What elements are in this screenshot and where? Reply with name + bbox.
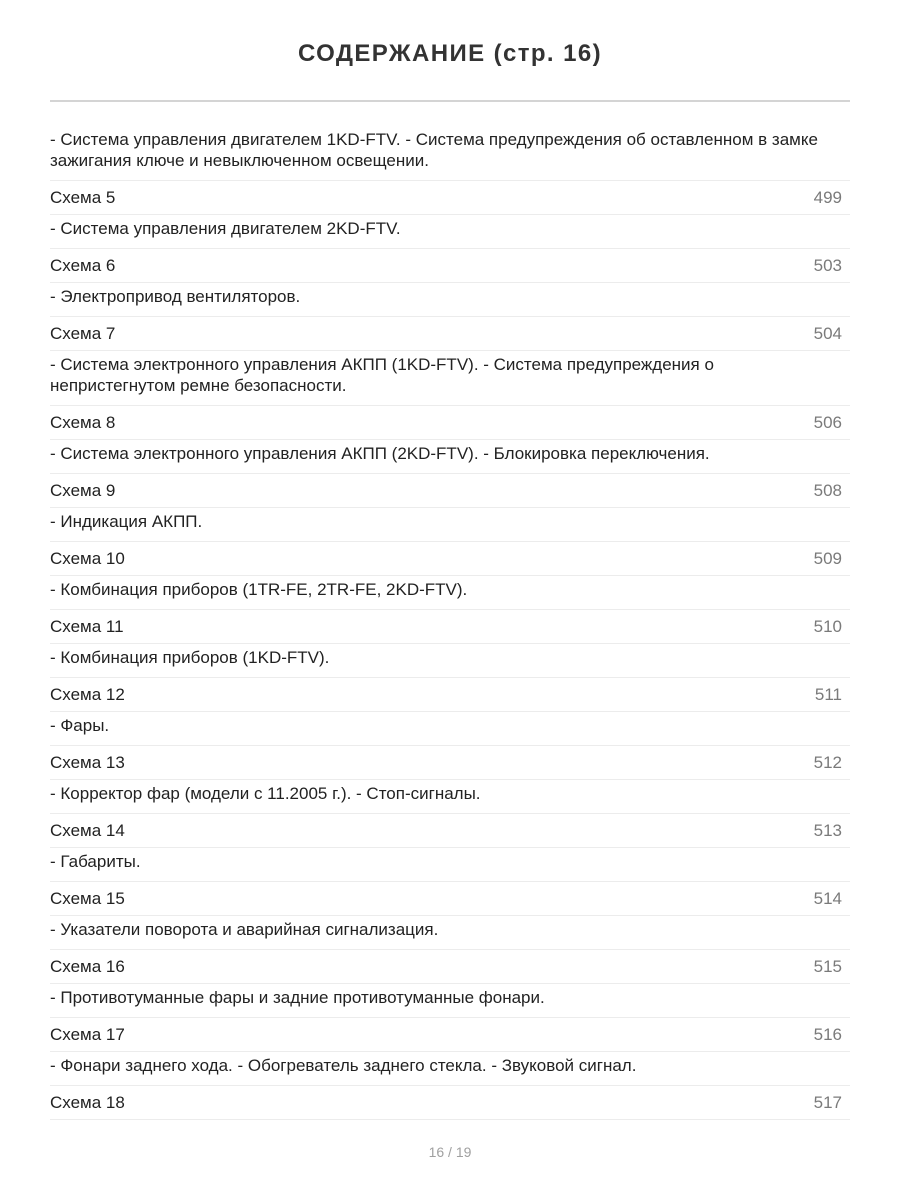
schema-label: Схема 13 — [50, 753, 125, 772]
description-text: - Индикация АКПП. — [50, 512, 203, 531]
description-text: - Комбинация приборов (1KD-FTV). — [50, 648, 330, 667]
toc-schema-row — [50, 249, 850, 283]
toc-description-row — [50, 126, 850, 181]
page-number: 504 — [813, 324, 842, 343]
schema-label: Схема 6 — [50, 256, 116, 275]
toc-schema-row — [50, 406, 850, 440]
document-page — [50, 0, 850, 1200]
schema-label: Схема 17 — [50, 1025, 125, 1044]
page-number: 508 — [813, 481, 842, 500]
schema-label: Схема 11 — [50, 617, 124, 636]
toc-schema-row — [50, 746, 850, 780]
description-text: - Фонари заднего хода. - Обогреватель заднего стекла. - Звуковой сигнал. — [50, 1056, 637, 1075]
description-text: - Система управления двигателем 1KD-FTV. - Система предупреждения об оставленном в замке зажигания ключе и невыключенном освещении. — [50, 130, 818, 170]
toc-schema-row — [50, 1086, 850, 1120]
schema-label: Схема 18 — [50, 1093, 125, 1112]
toc-schema-row — [50, 1018, 850, 1052]
description-text: - Корректор фар (модели с 11.2005 г.). - Стоп-сигналы. — [50, 784, 481, 803]
toc-schema-row — [50, 181, 850, 215]
description-text: - Комбинация приборов (1TR-FE, 2TR-FE, 2KD-FTV). — [50, 580, 468, 599]
toc-schema-row — [50, 317, 850, 351]
toc-schema-row — [50, 950, 850, 984]
description-text: - Электропривод вентиляторов. — [50, 287, 301, 306]
title-divider — [50, 100, 850, 102]
toc-schema-row — [50, 814, 850, 848]
schema-label: Схема 14 — [50, 821, 125, 840]
schema-label: Схема 15 — [50, 889, 125, 908]
toc-description-row — [50, 916, 850, 950]
page-number: 503 — [813, 256, 842, 275]
schema-label: Схема 7 — [50, 324, 116, 343]
page-number: 506 — [813, 413, 842, 432]
toc-description-row — [50, 576, 850, 610]
page-number: 511 — [814, 685, 842, 704]
toc-schema-row — [50, 474, 850, 508]
page-number: 516 — [813, 1025, 842, 1044]
description-text: - Указатели поворота и аварийная сигнализация. — [50, 920, 439, 939]
description-text: - Фары. — [50, 716, 110, 735]
toc-schema-row — [50, 610, 850, 644]
toc-description-row — [50, 215, 850, 249]
page-number: 499 — [813, 188, 842, 207]
table-of-contents — [50, 126, 850, 1120]
toc-description-row — [50, 780, 850, 814]
page-number: 512 — [813, 753, 842, 772]
description-text: - Система электронного управления АКПП (2KD-FTV). - Блокировка переключения. — [50, 444, 710, 463]
description-text: - Габариты. — [50, 852, 141, 871]
toc-schema-row — [50, 542, 850, 576]
page-number: 509 — [813, 549, 842, 568]
page-number: 515 — [813, 957, 842, 976]
schema-label: Схема 16 — [50, 957, 125, 976]
toc-description-row — [50, 644, 850, 678]
page-title: СОДЕРЖАНИЕ (стр. 16) — [298, 40, 602, 67]
description-text: - Система управления двигателем 2KD-FTV. — [50, 219, 401, 238]
schema-label: Схема 9 — [50, 481, 116, 500]
toc-description-row — [50, 712, 850, 746]
schema-label: Схема 8 — [50, 413, 116, 432]
page-number: 514 — [813, 889, 842, 908]
schema-label: Схема 5 — [50, 188, 116, 207]
toc-description-row — [50, 440, 850, 474]
description-text: - Система электронного управления АКПП (1KD-FTV). - Система предупреждения о непристегнутом ремне безопасности. — [50, 355, 714, 395]
toc-description-row — [50, 283, 850, 317]
page-number: 517 — [813, 1093, 842, 1112]
schema-label: Схема 10 — [50, 549, 125, 568]
toc-description-row — [50, 351, 850, 406]
schema-label: Схема 12 — [50, 685, 125, 704]
toc-description-row — [50, 848, 850, 882]
toc-schema-row — [50, 678, 850, 712]
page-number: 513 — [813, 821, 842, 840]
toc-description-row — [50, 1052, 850, 1086]
description-text: - Противотуманные фары и задние противотуманные фонари. — [50, 988, 545, 1007]
toc-schema-row — [50, 882, 850, 916]
page-number: 510 — [813, 617, 842, 636]
toc-description-row — [50, 984, 850, 1018]
page-indicator: 16 / 19 — [428, 1144, 472, 1160]
toc-description-row — [50, 508, 850, 542]
